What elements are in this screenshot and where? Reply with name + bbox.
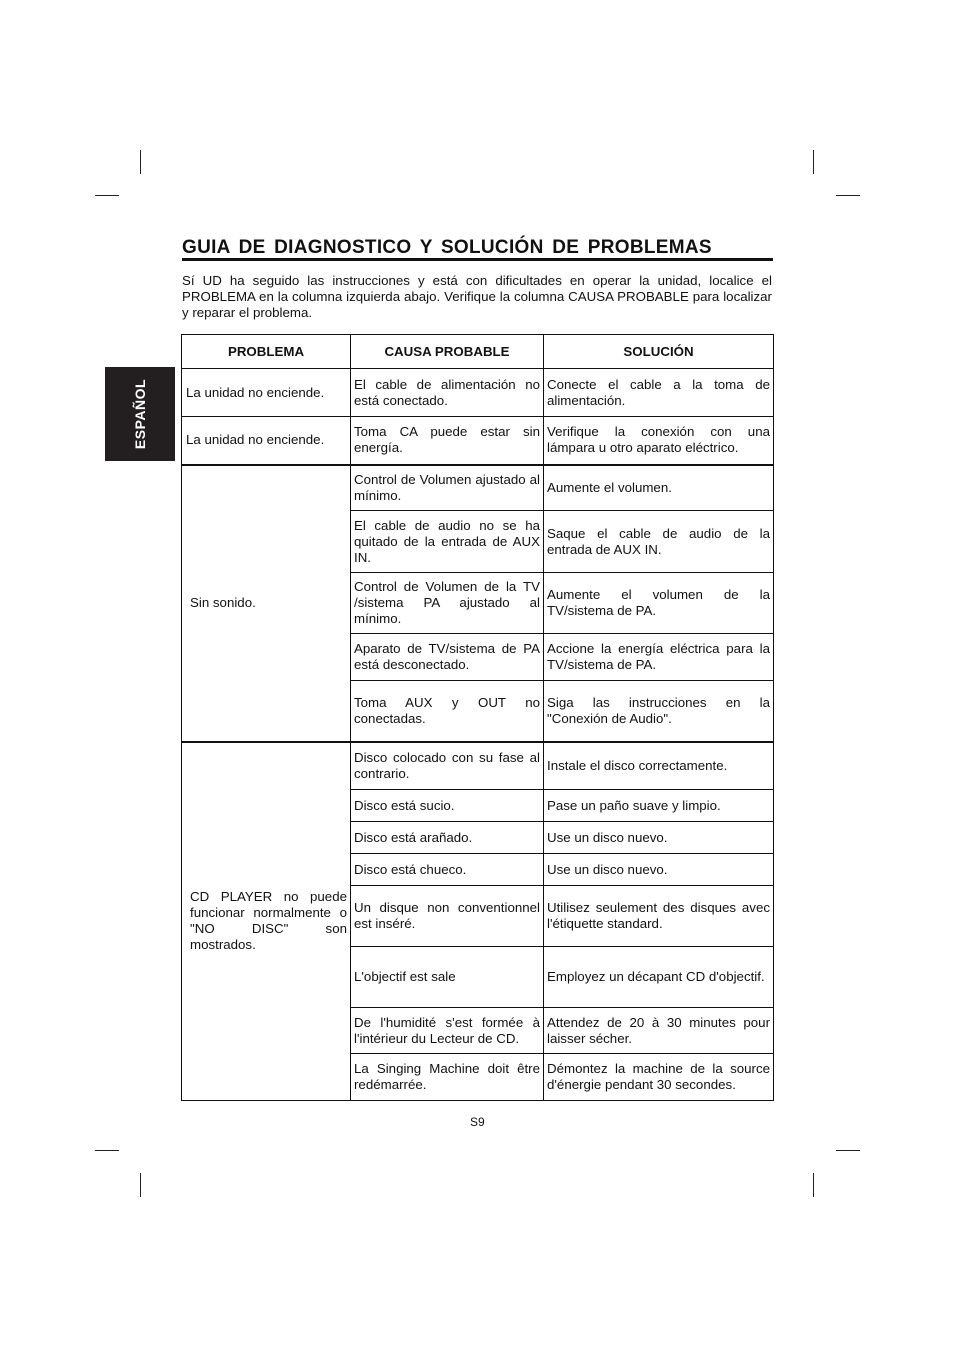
cause-cell: Control de Volumen ajustado al mínimo. (351, 465, 544, 511)
header-cause: CAUSA PROBABLE (351, 335, 544, 369)
solution-cell: Use un disco nuevo. (544, 854, 774, 886)
cause-cell: Disco está arañado. (351, 822, 544, 854)
crop-mark (95, 1150, 119, 1151)
solution-cell: Attendez de 20 à 30 minutes pour laisser sécher. (544, 1008, 774, 1054)
page-title: GUIA DE DIAGNOSTICO Y SOLUCIÓN DE PROBLEMAS (182, 237, 712, 258)
solution-cell: Siga las instrucciones en la "Conexión de Audio". (544, 681, 774, 742)
troubleshooting-table (181, 334, 774, 1101)
solution-cell: Employez un décapant CD d'objectif. (544, 947, 774, 1008)
table-row (182, 369, 774, 417)
page-number: S9 (470, 1115, 485, 1129)
problem-cell: La unidad no enciende. (182, 369, 351, 417)
solution-cell: Utilisez seulement des disques avec l'étiquette standard. (544, 886, 774, 947)
solution-cell: Verifique la conexión con una lámpara u otro aparato eléctrico. (544, 417, 774, 465)
solution-cell: Instale el disco correctamente. (544, 742, 774, 790)
cause-cell: De l'humidité s'est formée à l'intérieur du Lecteur de CD. (351, 1008, 544, 1054)
table-row (182, 742, 774, 790)
cause-cell: El cable de alimentación no está conectado. (351, 369, 544, 417)
cause-cell: Disco está sucio. (351, 790, 544, 822)
header-solution: SOLUCIÓN (544, 335, 774, 369)
crop-mark (813, 1173, 814, 1197)
problem-cell: La unidad no enciende. (182, 417, 351, 465)
cause-cell: Aparato de TV/sistema de PA está desconectado. (351, 634, 544, 681)
cause-cell: Toma AUX y OUT no conectadas. (351, 681, 544, 742)
solution-cell: Aumente el volumen. (544, 465, 774, 511)
cause-cell: L'objectif est sale (351, 947, 544, 1008)
solution-cell: Pase un paño suave y limpio. (544, 790, 774, 822)
language-label: ESPAÑOL (132, 378, 148, 450)
title-underline (182, 258, 773, 261)
solution-cell: Aumente el volumen de la TV/sistema de PA. (544, 573, 774, 634)
solution-cell: Démontez la machine de la source d'énergie pendant 30 secondes. (544, 1054, 774, 1101)
solution-cell: Use un disco nuevo. (544, 822, 774, 854)
cause-cell: Disco colocado con su fase al contrario. (351, 742, 544, 790)
solution-cell: Conecte el cable a la toma de alimentación. (544, 369, 774, 417)
solution-cell: Accione la energía eléctrica para la TV/sistema de PA. (544, 634, 774, 681)
cause-cell: Control de Volumen de la TV /sistema PA ajustado al mínimo. (351, 573, 544, 634)
cause-cell: La Singing Machine doit être redémarrée. (351, 1054, 544, 1101)
cause-cell: Disco está chueco. (351, 854, 544, 886)
cause-cell: Un disque non conventionnel est inséré. (351, 886, 544, 947)
crop-mark (836, 195, 860, 196)
problem-cell: CD PLAYER no puede funcionar normalmente o "NO DISC" son mostrados. (182, 742, 351, 1101)
header-problem: PROBLEMA (182, 335, 351, 369)
solution-cell: Saque el cable de audio de la entrada de AUX IN. (544, 511, 774, 573)
language-side-tab (105, 367, 175, 461)
table-row (182, 465, 774, 511)
cause-cell: Toma CA puede estar sin energía. (351, 417, 544, 465)
crop-mark (140, 1173, 141, 1197)
table-row (182, 417, 774, 465)
cause-cell: El cable de audio no se ha quitado de la entrada de AUX IN. (351, 511, 544, 573)
intro-paragraph: Sí UD ha seguido las instrucciones y está con dificultades en operar la unidad, localice el PROBLEMA en la columna izquierda abajo. Verifique la columna CAUSA PROBABLE para localizar y reparar el problema. (182, 273, 772, 320)
problem-cell: Sin sonido. (182, 465, 351, 742)
table-header-row (182, 335, 774, 369)
crop-mark (836, 1150, 860, 1151)
crop-mark (95, 195, 119, 196)
crop-mark (813, 150, 814, 174)
crop-mark (140, 150, 141, 174)
